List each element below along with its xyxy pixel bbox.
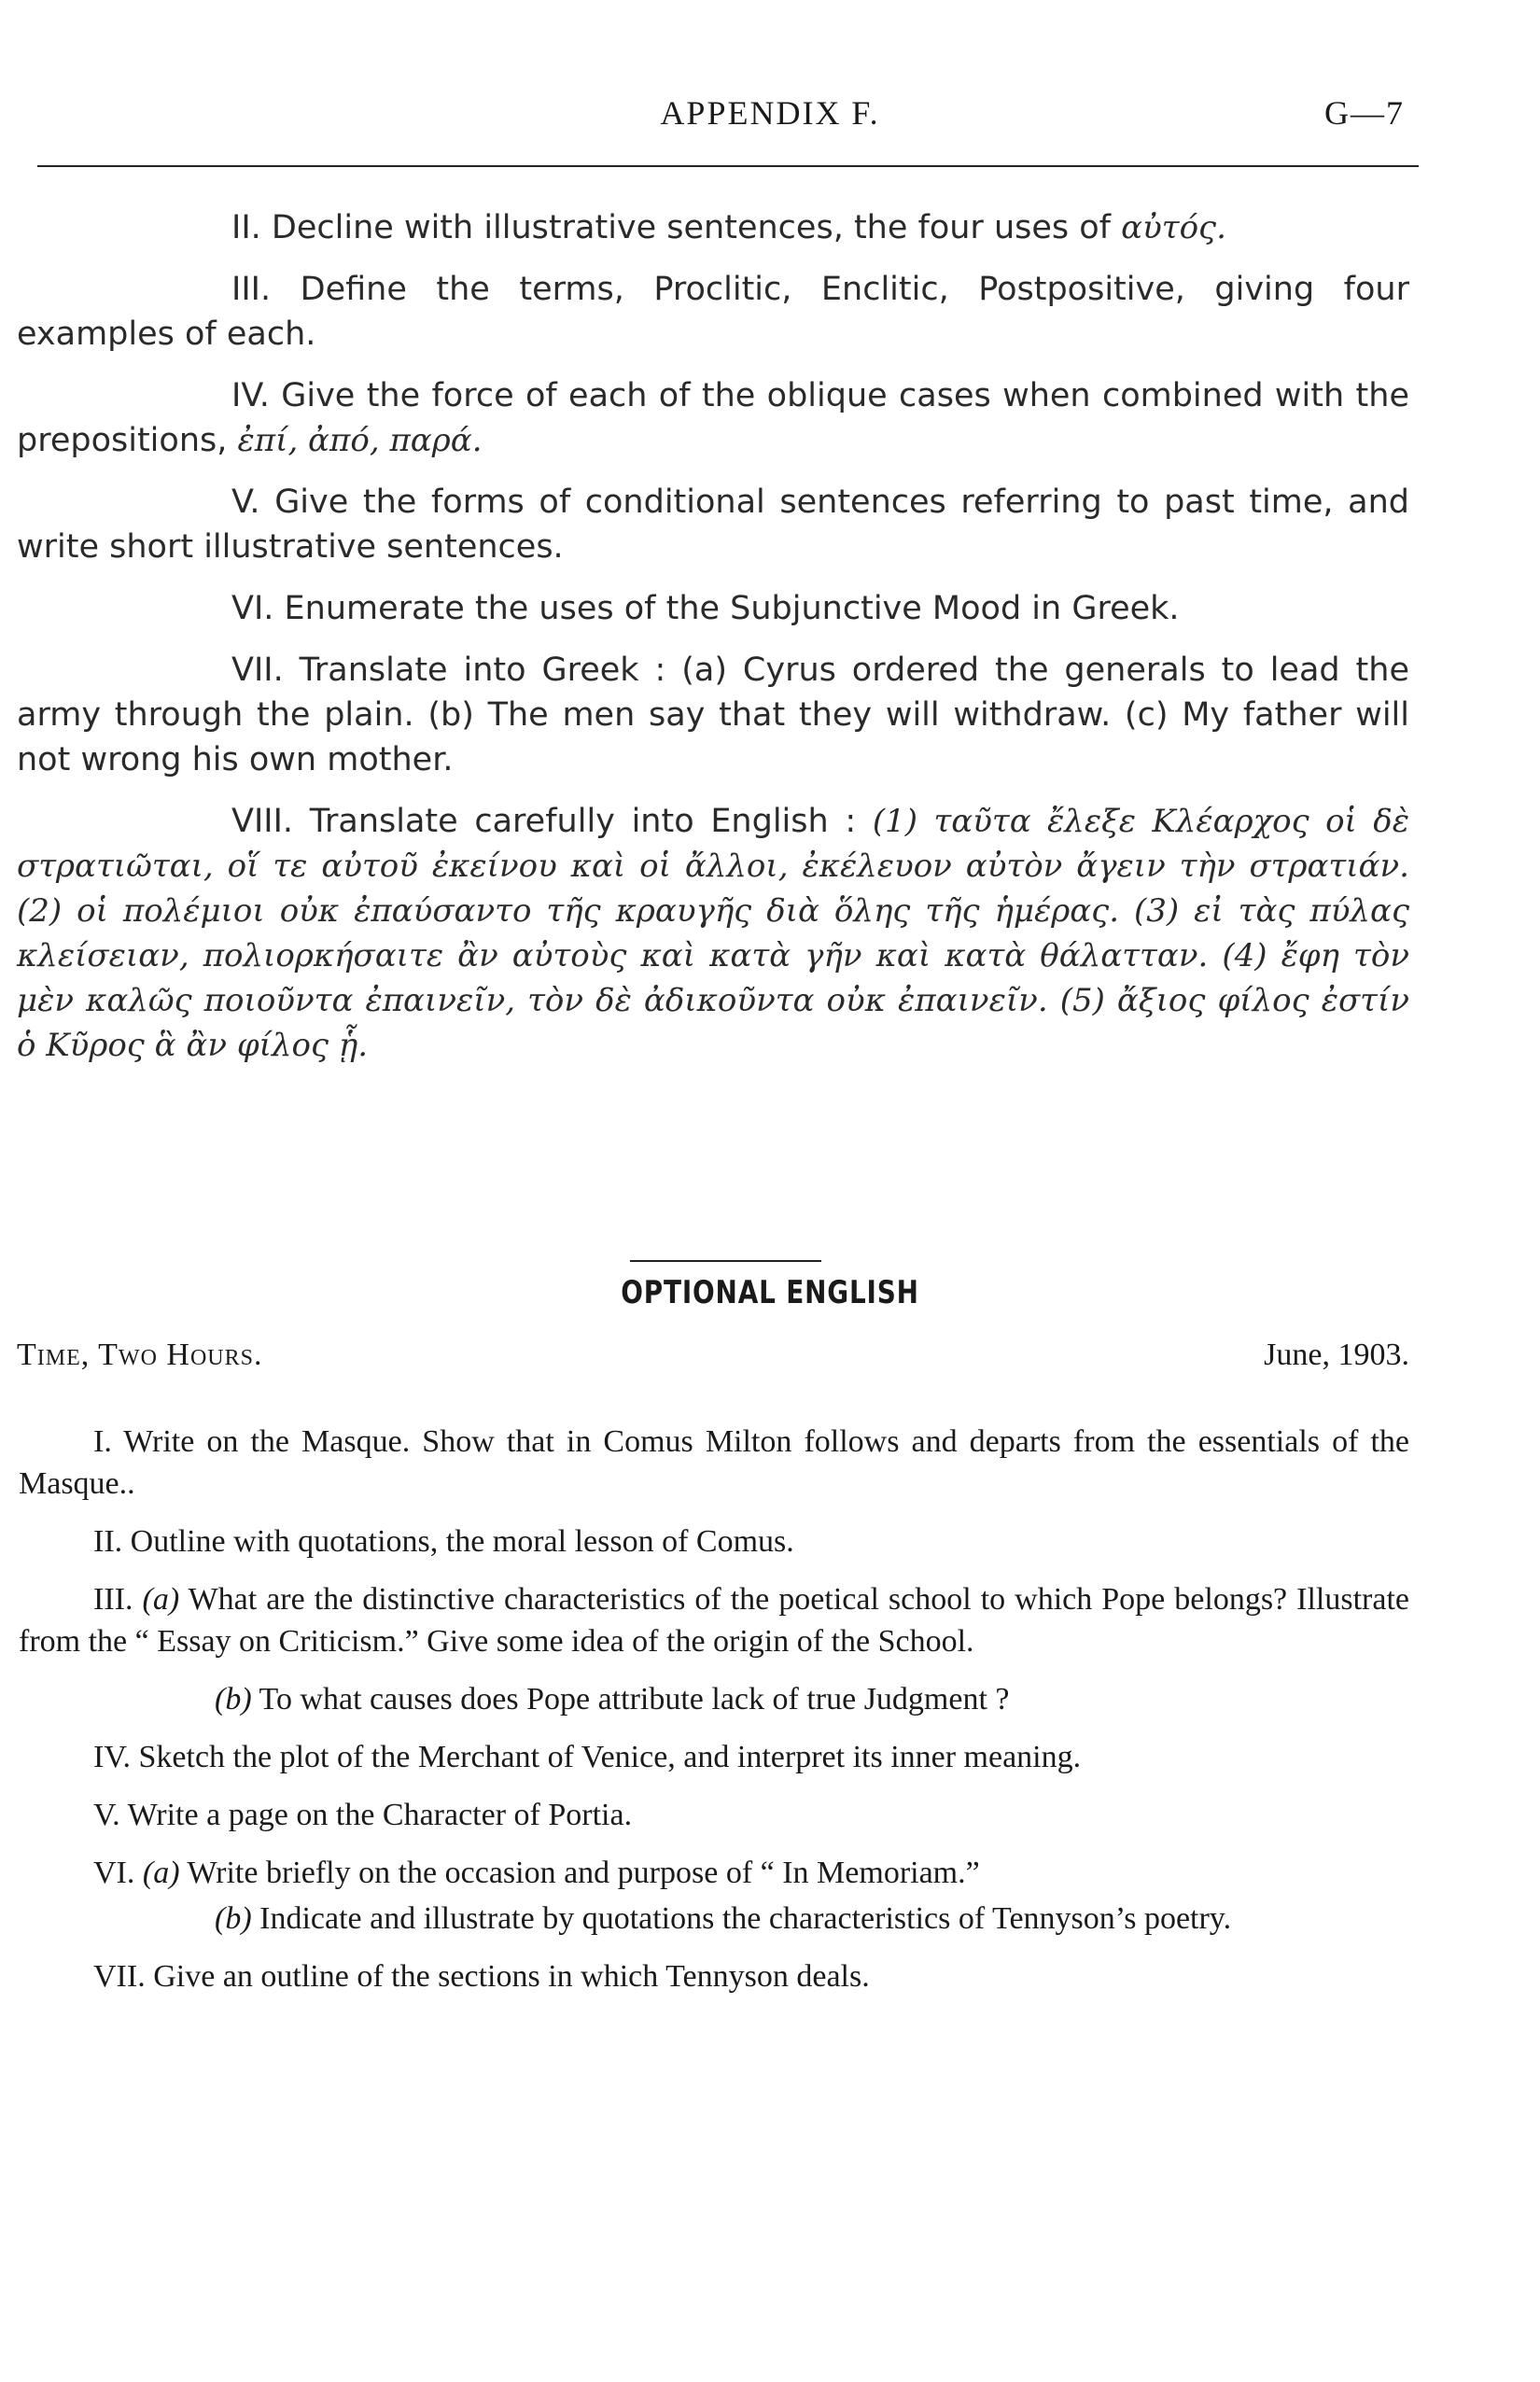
question-label: V. bbox=[93, 1798, 120, 1832]
question-4 bbox=[17, 373, 1409, 463]
question-label: IV. bbox=[231, 377, 270, 414]
question-text: Give the force of each of the oblique cases when combined with the prepositions, bbox=[17, 377, 1409, 459]
header-title: APPENDIX F. bbox=[660, 94, 880, 132]
question-label: VII. bbox=[231, 652, 284, 689]
question-6a bbox=[19, 1852, 1409, 1894]
question-5 bbox=[19, 1794, 1409, 1836]
question-label: V. bbox=[231, 483, 260, 521]
question-5 bbox=[17, 480, 1409, 569]
sub-label: (b) bbox=[215, 1682, 252, 1716]
page-header bbox=[0, 93, 1540, 140]
english-questions bbox=[19, 1421, 1409, 2013]
question-1 bbox=[19, 1421, 1409, 1505]
question-7 bbox=[19, 1955, 1409, 1997]
question-label: II. bbox=[93, 1524, 123, 1559]
page-number: G—7 bbox=[1324, 94, 1405, 132]
question-text: Write briefly on the occasion and purpose of “ In Memoriam.” bbox=[187, 1856, 980, 1890]
question-label: IV. bbox=[93, 1740, 131, 1774]
sub-label: (b) bbox=[215, 1901, 252, 1936]
question-3a bbox=[19, 1578, 1409, 1662]
question-label: III. bbox=[231, 271, 272, 308]
question-3b bbox=[19, 1678, 1409, 1720]
question-3 bbox=[17, 267, 1409, 357]
question-text: Define the terms, Proclitic, Enclitic, Postpositive, giving four examples of each. bbox=[17, 271, 1409, 353]
question-label: VI. bbox=[231, 590, 274, 627]
question-label: VIII. bbox=[231, 803, 294, 840]
section-divider bbox=[630, 1260, 821, 1262]
sub-label: (a) bbox=[142, 1582, 180, 1617]
question-text: Sketch the plot of the Merchant of Venice, and interpret its inner meaning. bbox=[138, 1740, 1082, 1774]
sub-label: (a) bbox=[142, 1856, 180, 1890]
question-text: Decline with illustrative sentences, the four uses of bbox=[271, 209, 1111, 246]
exam-date: June, 1903. bbox=[1264, 1338, 1409, 1372]
header-rule bbox=[37, 165, 1419, 167]
question-text: Give an outline of the sections in which Tennyson deals. bbox=[153, 1959, 870, 1994]
question-text: Enumerate the uses of the Subjunctive Mood in Greek. bbox=[284, 590, 1180, 627]
question-label: I. bbox=[93, 1424, 112, 1459]
question-text: Outline with quotations, the moral lesson of Comus. bbox=[130, 1524, 794, 1559]
greek-passage: (1) ταῦτα ἔλεξε Κλέαρχος οἱ δὲ στρατιῶται, οἵ τε αὐτοῦ ἐκείνου καὶ οἱ ἄλλοι, ἐκέλευον αὐτὸν ἄγειν τὴν στρατιάν. (2) οἱ πολέμιοι οὐκ ἐπαύσαντο τῆς κραυγῆς διὰ ὅλης τῆς ἡμέρας. (3) εἰ τὰς πύλας κλείσειαν, πολιορκήσαιτε ἂν αὐτοὺς καὶ κατὰ γῆν καὶ κατὰ θάλατταν. (4) ἔφη τὸν μὲν καλῶς ποιοῦντα ἐπαινεῖν, τὸν δὲ ἀδικοῦντα οὐκ ἐπαινεῖν. (5) ἄξιος φίλος ἐστίν ὁ Κῦρος ἃ ἂν φίλος ᾗ. bbox=[17, 803, 1409, 1064]
question-text: What are the distinctive characteristics of the poetical school to which Pope belongs? Illustrate from the “ Essay on Criticism.” Give some idea of the origin of the School. bbox=[19, 1582, 1410, 1659]
question-text: Give the forms of conditional sentences referring to past time, and write short illustrative sentences. bbox=[17, 483, 1409, 566]
question-2 bbox=[19, 1520, 1409, 1562]
question-text: Indicate and illustrate by quotations the characteristics of Tennyson’s poetry. bbox=[259, 1901, 1232, 1936]
greek-questions bbox=[17, 205, 1409, 1085]
question-6b bbox=[19, 1898, 1409, 1940]
greek-text: αὐτός. bbox=[1121, 209, 1226, 246]
question-label: II. bbox=[231, 209, 261, 246]
question-text: Translate into Greek : (a) Cyrus ordered the generals to lead the army through the plain. (b) The men say that they will withdraw. (c) My father will not wrong his own mother. bbox=[17, 652, 1409, 778]
question-8 bbox=[17, 799, 1409, 1068]
question-text: Translate carefully into English : bbox=[309, 803, 857, 840]
question-label: VI. bbox=[93, 1856, 135, 1890]
question-text: Write on the Masque. Show that in Comus Milton follows and departs from the essentials of the Masque.. bbox=[19, 1424, 1410, 1501]
question-label: III. bbox=[93, 1582, 133, 1617]
question-4 bbox=[19, 1736, 1409, 1778]
question-label: VII. bbox=[93, 1959, 146, 1994]
question-text: To what causes does Pope attribute lack of true Judgment ? bbox=[259, 1682, 1010, 1716]
exam-info bbox=[17, 1338, 1409, 1384]
question-2 bbox=[17, 205, 1409, 250]
question-6 bbox=[17, 586, 1409, 631]
section-title: OPTIONAL ENGLISH bbox=[621, 1274, 919, 1311]
question-text: Write a page on the Character of Portia. bbox=[127, 1798, 633, 1832]
question-7 bbox=[17, 648, 1409, 782]
exam-duration: Time, Two Hours. bbox=[17, 1338, 263, 1372]
greek-text: ἐπί, ἀπό, παρά. bbox=[237, 422, 483, 459]
